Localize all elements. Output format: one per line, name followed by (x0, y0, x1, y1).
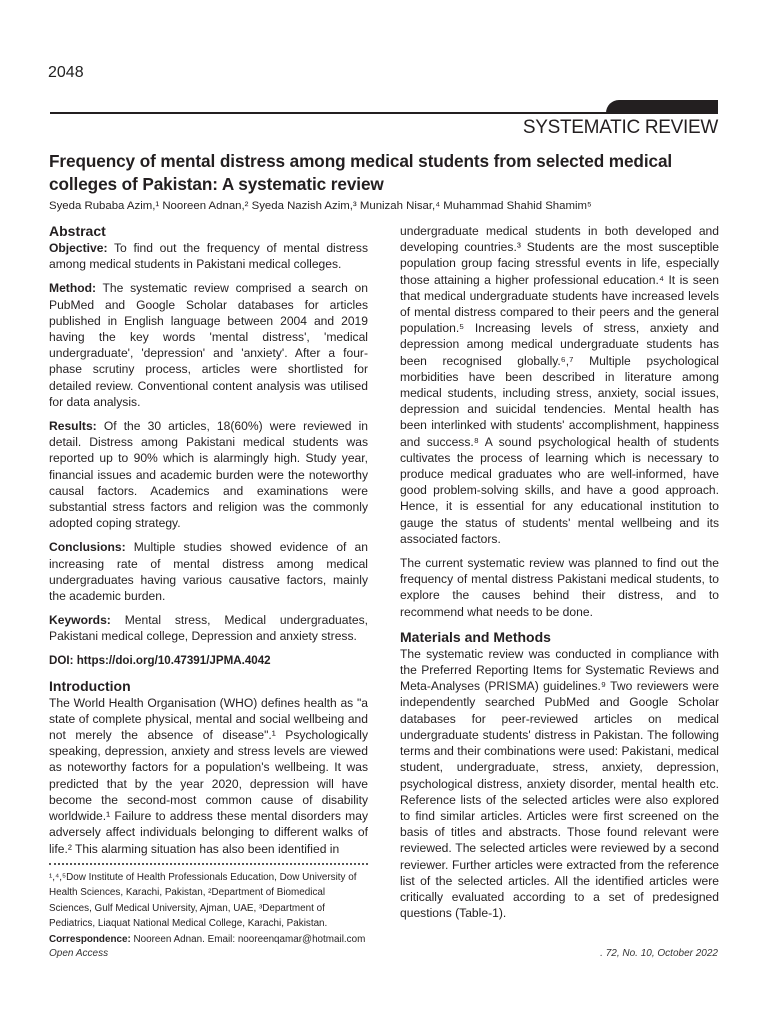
methods-heading: Materials and Methods (400, 628, 551, 645)
results-label: Results: (49, 419, 97, 434)
footer-open-access: Open Access (49, 948, 109, 959)
introduction-heading: Introduction (49, 677, 131, 694)
correspondence-label: Correspondence: (49, 934, 131, 946)
keywords-label: Keywords: (49, 613, 111, 628)
footnote-divider (49, 863, 368, 865)
affiliations: ¹,⁴,⁵Dow Institute of Health Professionals Education, Dow University of Health Sciences, Karachi, Pakistan, ²Department of Biomedical Sciences, Gulf Medical University, Ajman, UAE, ³Department of Pediatrics, Liaquat National Medical College, Karachi, Pakistan. (49, 871, 357, 930)
introduction-paragraph-2: undergraduate medical students in both developed and developing countries.³ Students are the most susceptible population group facing stressful events in life, especially those attaining a higher professional education.⁴ It is seen that medical undergraduate students have increased levels of mental distress compared to their peers and the general population.⁵ Increasing levels of stress, anxiety and depression among medical undergraduate students has been recognised globally.⁶,⁷ Multiple psychological morbidities have been described in literature among medical students, including stress, anxiety, social issues, depression and suicidal tendencies. Mental health has been interlinked with students' accomplishment, happiness and success.⁸ A sound psychological health of students cultivates the process of learning which is necessary to produce medical graduates who are well-informed, have good problem-solving skills, and have a good approach. Hence, it is essential for any educational institution to gauge the status of students' mental wellbeing and its associated factors. (400, 224, 719, 546)
introduction-paragraph-3: The current systematic review was planned to find out the frequency of mental distress Pakistani medical students, to explore the causes behind their distress, and to recommend what needs to be done. (400, 556, 719, 619)
keywords-text: Mental stress, Medical undergraduates, Pakistani medical college, Depression and anxiety stress. (49, 613, 368, 644)
left-column (49, 222, 368, 948)
header-rule (50, 112, 718, 114)
article-authors: Syeda Rubaba Azim,¹ Nooreen Adnan,² Syeda Nazish Azim,³ Munizah Nisar,⁴ Muhammad Shahid Shamim⁵ (49, 200, 592, 212)
method-label: Method: (49, 281, 97, 296)
right-column (400, 223, 719, 921)
results-text: Of the 30 articles, 18(60%) were reviewed in detail. Distress among Pakistani medical students was reported up to 90% which is alarmingly high. Study year, financial issues and academic burden were the noteworthy causal factors. Academics and examinations were substantial stress factors and religion was the commonly adopted coping strategy. (49, 419, 368, 531)
abstract-heading: Abstract (49, 223, 106, 239)
correspondence-text: Nooreen Adnan. Email: nooreenqamar@hotmail.com (133, 934, 366, 946)
methods-paragraph-1: The systematic review was conducted in compliance with the Preferred Reporting Items for Systematic Reviews and Meta-Analyses (PRISMA) guidelines.⁹ Two reviewers were independently searched PubMed and Google Scholar databases for peer-reviewed articles on medical undergraduate students' distress in Pakistan. The following terms and their combinations were used: Pakistani, medical student, undergraduate, stress, anxiety, depression, psychological distress, anxiety disorder, mental health etc. Reference lists of the selected articles were also explored to find similar articles. Articles were first screened on the basis of titles and abstracts. Those found relevant were reviewed. The selected articles were reviewed by a second reviewer. Further articles were extracted from the reference list of the selected articles. All the identified articles were critically evaluated according to a set of predesigned questions (Table-1). (400, 646, 719, 921)
doi-link[interactable]: DOI: https://doi.org/10.47391/JPMA.4042 (49, 653, 271, 667)
abstract-method (49, 280, 368, 410)
introduction-paragraph-1: The World Health Organisation (WHO) defines health as "a state of complete physical, mental and social wellbeing and not merely the absence of disease".¹ Psychologically speaking, depression, anxiety and stress levels are viewed as noteworthy factors for a population's wellbeing. It was predicted that by the year 2020, depression will have become the second-most common cause of disability worldwide.¹ Failure to address these mental disorders may adversely affect individuals belonging to different walks of life.² This alarming situation has also been identified in (49, 695, 368, 856)
objective-label: Objective: (49, 241, 108, 255)
correspondence (49, 932, 368, 948)
article-title: Frequency of mental distress among medical students from selected medical colleges of Pakistan: A systematic review (49, 151, 673, 194)
footer-issue: . 72, No. 10, October 2022 (600, 948, 718, 959)
conclusions-text: Multiple studies showed evidence of an increasing rate of mental distress among medical undergraduates having various causative factors, mainly the academic burden. (49, 540, 368, 604)
abstract-objective (49, 240, 368, 272)
abstract-results (49, 418, 368, 531)
page-number: 2048 (48, 64, 84, 81)
abstract-keywords (49, 612, 368, 644)
objective-text: To find out the frequency of mental distress among medical students in Pakistani medical colleges. (49, 241, 368, 272)
section-label: SYSTEMATIC REVIEW (522, 117, 718, 138)
conclusions-label: Conclusions: (49, 540, 126, 555)
method-text: The systematic review comprised a search on PubMed and Google Scholar databases for articles published in English language between 2004 and 2019 having the key words 'mental distress', 'medical undergraduate', 'depression' and 'anxiety'. After a four-phase scrutiny process, articles were shortlisted for detailed review. Conventional content analysis was utilised for data analysis. (49, 281, 368, 409)
abstract-conclusions (49, 539, 368, 604)
